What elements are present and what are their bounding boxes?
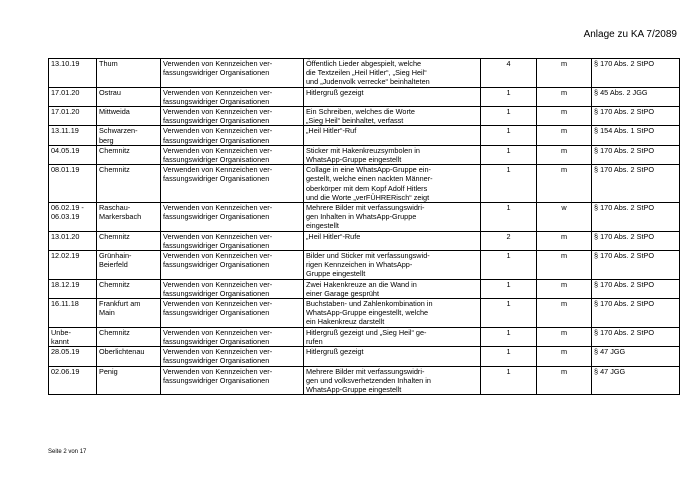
gender-cell: m	[537, 107, 592, 126]
description-cell: „Heil Hitler“-Rufe	[304, 231, 481, 250]
offense-cell: Verwenden von Kennzeichen ver- fassungswidriger Organisationen	[161, 203, 304, 232]
disposition-cell: § 170 Abs. 2 StPO	[592, 279, 680, 298]
date-cell: 12.02.19	[49, 251, 97, 280]
date-cell: 13.01.20	[49, 231, 97, 250]
gender-cell: m	[537, 299, 592, 328]
location-cell: Chemnitz	[97, 145, 161, 164]
count-cell: 1	[481, 87, 537, 106]
count-cell: 2	[481, 231, 537, 250]
disposition-cell: § 170 Abs. 2 StPO	[592, 231, 680, 250]
description-cell: Sticker mit Hakenkreuzsymbolen in WhatsApp-Gruppe eingestellt	[304, 145, 481, 164]
description-cell: Zwei Hakenkreuze an die Wand in einer Garage gesprüht	[304, 279, 481, 298]
location-cell: Chemnitz	[97, 231, 161, 250]
location-cell: Raschau- Markersbach	[97, 203, 161, 232]
table-row	[49, 231, 680, 250]
location-cell: Penig	[97, 366, 161, 395]
gender-cell: m	[537, 165, 592, 203]
offense-cell: Verwenden von Kennzeichen ver- fassungswidriger Organisationen	[161, 87, 304, 106]
gender-cell: m	[537, 145, 592, 164]
description-cell: „Heil Hitler“-Ruf	[304, 126, 481, 145]
location-cell: Frankfurt am Main	[97, 299, 161, 328]
count-cell: 1	[481, 279, 537, 298]
location-cell: Ostrau	[97, 87, 161, 106]
disposition-cell: § 170 Abs. 2 StPO	[592, 203, 680, 232]
gender-cell: m	[537, 59, 592, 88]
table-row	[49, 366, 680, 395]
gender-cell: m	[537, 87, 592, 106]
disposition-cell: § 47 JGG	[592, 366, 680, 395]
count-cell: 1	[481, 165, 537, 203]
date-cell: 13.11.19	[49, 126, 97, 145]
gender-cell: m	[537, 126, 592, 145]
description-cell: Hitlergruß gezeigt	[304, 87, 481, 106]
location-cell: Oberlichtenau	[97, 347, 161, 366]
date-cell: 17.01.20	[49, 107, 97, 126]
location-cell: Chemnitz	[97, 165, 161, 203]
table-row	[49, 126, 680, 145]
date-cell: 13.10.19	[49, 59, 97, 88]
disposition-cell: § 170 Abs. 2 StPO	[592, 145, 680, 164]
disposition-cell: § 47 JGG	[592, 347, 680, 366]
count-cell: 1	[481, 347, 537, 366]
description-cell: Hitlergruß gezeigt	[304, 347, 481, 366]
location-cell: Chemnitz	[97, 279, 161, 298]
table-row	[49, 251, 680, 280]
disposition-cell: § 170 Abs. 2 StPO	[592, 107, 680, 126]
offense-cell: Verwenden von Kennzeichen ver- fassungswidriger Organisationen	[161, 107, 304, 126]
table-row	[49, 299, 680, 328]
description-cell: Bilder und Sticker mit verfassungswid- rigen Kennzeichen in WhatsApp- Gruppe eingestellt	[304, 251, 481, 280]
offense-cell: Verwenden von Kennzeichen ver- fassungswidriger Organisationen	[161, 327, 304, 346]
table-row	[49, 165, 680, 203]
table-row	[49, 145, 680, 164]
gender-cell: m	[537, 231, 592, 250]
table-row	[49, 327, 680, 346]
disposition-cell: § 170 Abs. 2 StPO	[592, 251, 680, 280]
count-cell: 1	[481, 366, 537, 395]
disposition-cell: § 154 Abs. 1 StPO	[592, 126, 680, 145]
disposition-cell: § 170 Abs. 2 StPO	[592, 327, 680, 346]
gender-cell: m	[537, 366, 592, 395]
location-cell: Schwarzen- berg	[97, 126, 161, 145]
offense-cell: Verwenden von Kennzeichen ver- fassungswidriger Organisationen	[161, 366, 304, 395]
count-cell: 1	[481, 107, 537, 126]
description-cell: Mehrere Bilder mit verfassungswidri- gen Inhalten in WhatsApp-Gruppe eingestellt	[304, 203, 481, 232]
offense-cell: Verwenden von Kennzeichen ver- fassungswidriger Organisationen	[161, 251, 304, 280]
gender-cell: m	[537, 279, 592, 298]
table-row	[49, 279, 680, 298]
location-cell: Mittweida	[97, 107, 161, 126]
document-reference: Anlage zu KA 7/2089	[583, 29, 677, 40]
count-cell: 1	[481, 203, 537, 232]
description-cell: Mehrere Bilder mit verfassungswidri- gen und volksverhetzenden Inhalten in WhatsApp-Gruppe eingestellt	[304, 366, 481, 395]
table-row	[49, 203, 680, 232]
disposition-cell: § 45 Abs. 2 JGG	[592, 87, 680, 106]
gender-cell: m	[537, 327, 592, 346]
date-cell: 18.12.19	[49, 279, 97, 298]
page-number: Seite 2 von 17	[48, 449, 87, 455]
gender-cell: w	[537, 203, 592, 232]
disposition-cell: § 170 Abs. 2 StPO	[592, 59, 680, 88]
count-cell: 1	[481, 327, 537, 346]
date-cell: 17.01.20	[49, 87, 97, 106]
date-cell: 28.05.19	[49, 347, 97, 366]
count-cell: 1	[481, 145, 537, 164]
offense-cell: Verwenden von Kennzeichen ver- fassungswidriger Organisationen	[161, 347, 304, 366]
count-cell: 1	[481, 299, 537, 328]
offense-cell: Verwenden von Kennzeichen ver- fassungswidriger Organisationen	[161, 299, 304, 328]
location-cell: Thum	[97, 59, 161, 88]
date-cell: 08.01.19	[49, 165, 97, 203]
offense-cell: Verwenden von Kennzeichen ver- fassungswidriger Organisationen	[161, 165, 304, 203]
description-cell: Collage in eine WhatsApp-Gruppe ein- gestellt, welche einen nackten Männer- oberkörper mit dem Kopf Adolf Hitlers und die Worte „verFÜHRERisch“ zeigt	[304, 165, 481, 203]
description-cell: Hitlergruß gezeigt und „Sieg Heil“ ge- rufen	[304, 327, 481, 346]
disposition-cell: § 170 Abs. 2 StPO	[592, 165, 680, 203]
case-table	[48, 58, 680, 395]
offense-cell: Verwenden von Kennzeichen ver- fassungswidriger Organisationen	[161, 59, 304, 88]
count-cell: 1	[481, 251, 537, 280]
date-cell: 16.11.18	[49, 299, 97, 328]
description-cell: Öffentlich Lieder abgespielt, welche die Textzeilen „Heil Hitler“, „Sieg Heil“ und „Judenvolk verrecke“ beinhalteten	[304, 59, 481, 88]
table-row	[49, 347, 680, 366]
description-cell: Ein Schreiben, welches die Worte „Sieg Heil“ beinhaltet, verfasst	[304, 107, 481, 126]
location-cell: Chemnitz	[97, 327, 161, 346]
gender-cell: m	[537, 251, 592, 280]
disposition-cell: § 170 Abs. 2 StPO	[592, 299, 680, 328]
offense-cell: Verwenden von Kennzeichen ver- fassungswidriger Organisationen	[161, 279, 304, 298]
date-cell: Unbe- kannt	[49, 327, 97, 346]
offense-cell: Verwenden von Kennzeichen ver- fassungswidriger Organisationen	[161, 145, 304, 164]
location-cell: Grünhain- Beierfeld	[97, 251, 161, 280]
gender-cell: m	[537, 347, 592, 366]
count-cell: 1	[481, 126, 537, 145]
date-cell: 04.05.19	[49, 145, 97, 164]
date-cell: 06.02.19 - 06.03.19	[49, 203, 97, 232]
description-cell: Buchstaben- und Zahlenkombination in WhatsApp-Gruppe eingestellt, welche ein Hakenkreuz darstellt	[304, 299, 481, 328]
count-cell: 4	[481, 59, 537, 88]
offense-cell: Verwenden von Kennzeichen ver- fassungswidriger Organisationen	[161, 126, 304, 145]
offense-cell: Verwenden von Kennzeichen ver- fassungswidriger Organisationen	[161, 231, 304, 250]
date-cell: 02.06.19	[49, 366, 97, 395]
table-row	[49, 59, 680, 88]
table-row	[49, 87, 680, 106]
table-row	[49, 107, 680, 126]
